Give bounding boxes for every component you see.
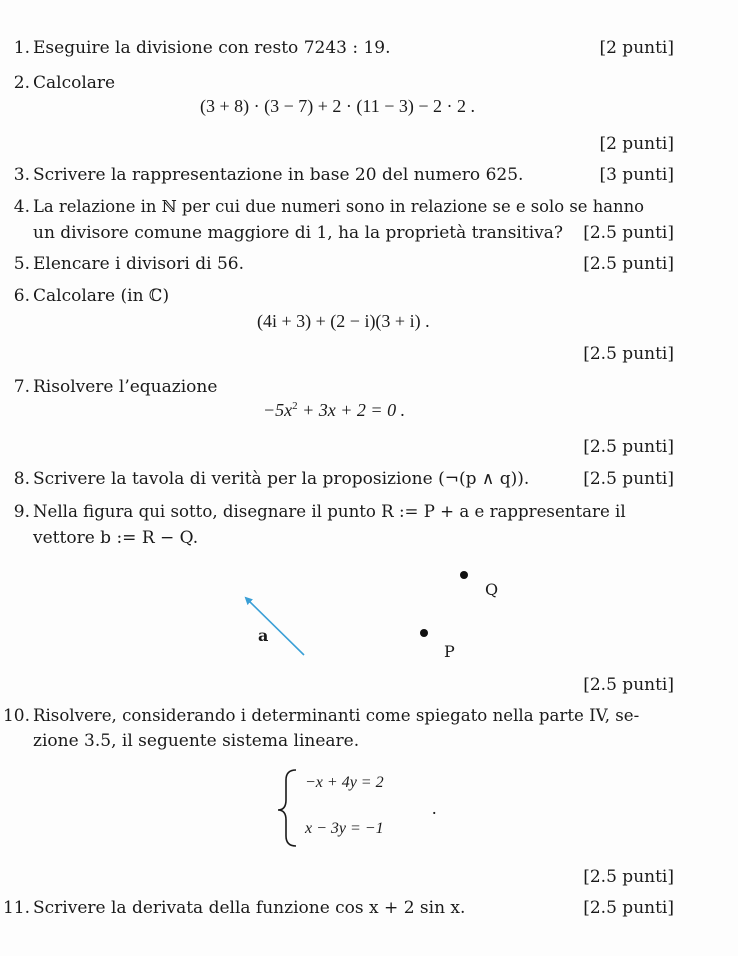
q6-points: [2.5 punti] bbox=[583, 344, 674, 364]
q5-points: [2.5 punti] bbox=[583, 254, 674, 274]
q7-number: 7. bbox=[13, 377, 30, 397]
system-dot: . bbox=[432, 798, 437, 818]
q8-points: [2.5 punti] bbox=[583, 469, 674, 489]
point-p-label: P bbox=[444, 642, 455, 661]
q4-line1: La relazione in ℕ per cui due numeri sono in relazione se e solo se hanno bbox=[33, 197, 644, 216]
q3-text: Scrivere la rappresentazione in base 20 del numero 625. bbox=[33, 165, 524, 185]
q7-formula-rest: + 3x + 2 = 0 . bbox=[297, 400, 406, 420]
q9-points: [2.5 punti] bbox=[583, 675, 674, 695]
q2-text: Calcolare bbox=[33, 73, 116, 93]
q10-points: [2.5 punti] bbox=[583, 867, 674, 887]
q11-points: [2.5 punti] bbox=[583, 898, 674, 918]
q2-formula: (3 + 8) · (3 − 7) + 2 · (11 − 3) − 2 · 2 . bbox=[200, 96, 476, 116]
q6-text: Calcolare (in ℂ) bbox=[33, 286, 170, 306]
point-q-label: Q bbox=[485, 580, 499, 599]
q10-line2: zione 3.5, il seguente sistema lineare. bbox=[33, 731, 360, 751]
q8-text: Scrivere la tavola di verità per la proposizione (¬(p ∧ q)). bbox=[33, 469, 530, 489]
q9-line1: Nella figura qui sotto, disegnare il punto R := P + a e rappresentare il bbox=[33, 502, 626, 521]
q11-number: 11. bbox=[2, 898, 30, 918]
q4-number: 4. bbox=[13, 197, 30, 217]
q4-points: [2.5 punti] bbox=[583, 223, 674, 243]
q3-number: 3. bbox=[13, 165, 30, 185]
q6-number: 6. bbox=[13, 286, 30, 306]
system-eq1: −x + 4y = 2 bbox=[305, 774, 384, 791]
q10-number: 10. bbox=[2, 706, 30, 726]
q6-formula: (4i + 3) + (2 − i)(3 + i) . bbox=[257, 311, 430, 331]
q7-exponent: 2 bbox=[292, 400, 298, 412]
q10-line1: Risolvere, considerando i determinanti come spiegato nella parte IV, se- bbox=[33, 706, 640, 725]
q1-number: 1. bbox=[13, 38, 30, 58]
q7-text: Risolvere l’equazione bbox=[33, 377, 218, 397]
q11-text: Scrivere la derivata della funzione cos x + 2 sin x. bbox=[33, 898, 466, 918]
system-eq2: x − 3y = −1 bbox=[305, 820, 384, 837]
q2-points: [2 punti] bbox=[599, 134, 674, 154]
q9-number: 9. bbox=[13, 502, 30, 522]
q2-number: 2. bbox=[13, 73, 30, 93]
q1-points: [2 punti] bbox=[599, 38, 674, 58]
q8-number: 8. bbox=[13, 469, 30, 489]
q9-line2: vettore b := R − Q. bbox=[33, 528, 199, 548]
q5-number: 5. bbox=[13, 254, 30, 274]
q4-line2: un divisore comune maggiore di 1, ha la proprietà transitiva? bbox=[33, 223, 563, 243]
q1-text: Eseguire la divisione con resto 7243 : 19. bbox=[33, 38, 391, 58]
q5-text: Elencare i divisori di 56. bbox=[33, 254, 244, 274]
q7-points: [2.5 punti] bbox=[583, 437, 674, 457]
q7-formula-main: −5x bbox=[263, 400, 293, 420]
q3-points: [3 punti] bbox=[599, 165, 674, 185]
vector-a-label: a bbox=[258, 626, 269, 645]
